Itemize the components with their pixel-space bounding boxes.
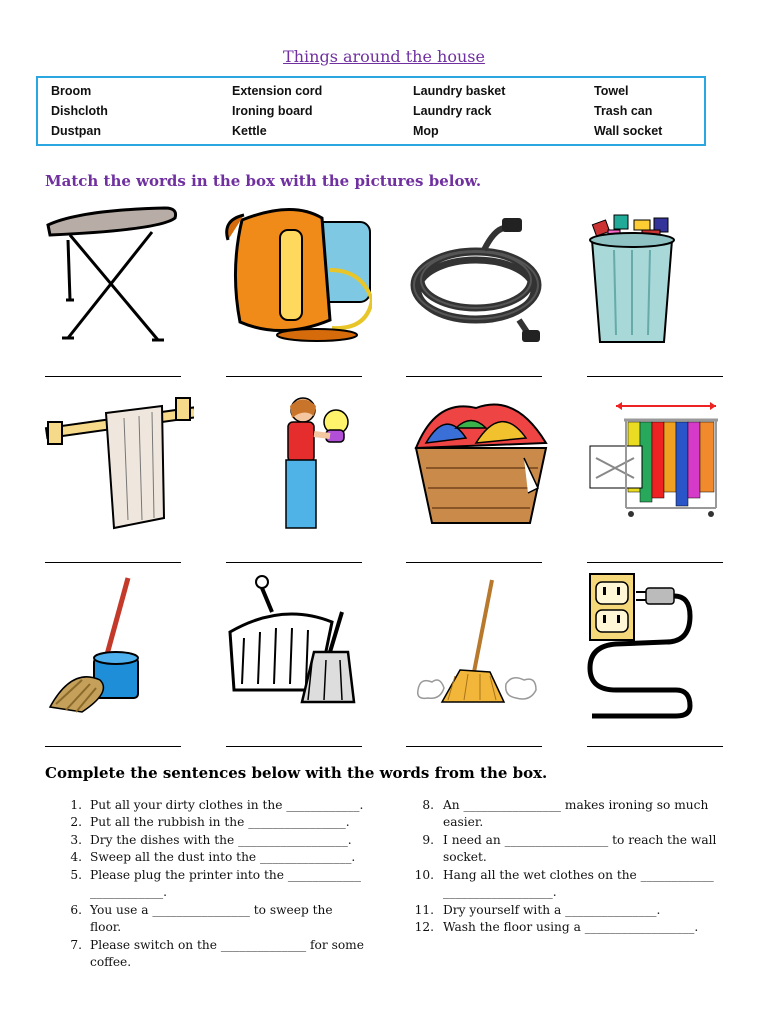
word-item: Mop bbox=[413, 124, 439, 138]
sentence-text: Hang all the wet clothes on the ____________ bbox=[443, 868, 714, 882]
answer-line[interactable] bbox=[406, 376, 542, 377]
sentence-number: 2. bbox=[70, 815, 82, 829]
page-title: Things around the house bbox=[283, 47, 485, 66]
sentence-text: An ________________ makes ironing so much bbox=[443, 798, 709, 812]
sentence-number: 9. bbox=[422, 833, 434, 847]
answer-line[interactable] bbox=[45, 562, 181, 563]
sentence-number: 4. bbox=[70, 850, 82, 864]
answer-line[interactable] bbox=[226, 562, 362, 563]
sentence-text: __________________. bbox=[443, 885, 557, 899]
extension-cord-picture bbox=[404, 200, 554, 350]
sentence-number: 11. bbox=[414, 903, 434, 917]
sentence-number: 8. bbox=[422, 798, 434, 812]
word-item: Wall socket bbox=[594, 124, 663, 138]
sentence-list-right bbox=[412, 797, 742, 947]
answer-line[interactable] bbox=[226, 746, 362, 747]
mop-picture bbox=[42, 572, 192, 722]
sentence-text: socket. bbox=[443, 850, 487, 864]
sentence-text: easier. bbox=[443, 815, 484, 829]
sentence-text: Wash the floor using a __________________. bbox=[443, 920, 699, 934]
trash-can-picture bbox=[584, 200, 734, 350]
sentence-text: You use a ________________ to sweep the bbox=[90, 903, 333, 917]
word-item: Kettle bbox=[232, 124, 267, 138]
word-item: Trash can bbox=[594, 104, 653, 118]
answer-line[interactable] bbox=[587, 746, 723, 747]
sentence-text: Sweep all the dust into the _______________. bbox=[90, 850, 356, 864]
sentence-number: 12. bbox=[414, 920, 434, 934]
word-box bbox=[36, 76, 706, 146]
match-instruction: Match the words in the box with the pictures below. bbox=[45, 172, 482, 190]
sentence-list-left bbox=[60, 797, 380, 972]
sentence-text: floor. bbox=[90, 920, 122, 934]
word-item: Towel bbox=[594, 84, 629, 98]
sentence-number: 5. bbox=[70, 868, 82, 882]
word-item: Ironing board bbox=[232, 104, 313, 118]
sentence-text: Dry yourself with a _______________. bbox=[443, 903, 661, 917]
answer-line[interactable] bbox=[587, 376, 723, 377]
laundry-rack-picture bbox=[586, 388, 736, 538]
word-item: Dishcloth bbox=[51, 104, 108, 118]
sentence-text: Dry the dishes with the __________________. bbox=[90, 833, 352, 847]
complete-instruction: Complete the sentences below with the words from the box. bbox=[45, 764, 548, 782]
word-item: Extension cord bbox=[232, 84, 323, 98]
word-item: Broom bbox=[51, 84, 92, 98]
answer-line[interactable] bbox=[406, 746, 542, 747]
ironing-board-picture bbox=[40, 200, 190, 350]
kettle-picture bbox=[222, 200, 372, 350]
sentence-text: Please switch on the ______________ for some bbox=[90, 938, 364, 952]
dishcloth-picture bbox=[258, 388, 408, 538]
answer-line[interactable] bbox=[226, 376, 362, 377]
sentence-number: 1. bbox=[70, 798, 82, 812]
sentence-text: Put all the rubbish in the ________________. bbox=[90, 815, 350, 829]
broom-picture bbox=[410, 572, 560, 722]
answer-line[interactable] bbox=[45, 376, 181, 377]
towel-picture bbox=[44, 388, 194, 538]
sentence-number: 3. bbox=[70, 833, 82, 847]
sentence-text: Put all your dirty clothes in the ____________. bbox=[90, 798, 364, 812]
sentence-number: 6. bbox=[70, 903, 82, 917]
sentence-text: I need an _________________ to reach the wall bbox=[443, 833, 717, 847]
answer-line[interactable] bbox=[406, 562, 542, 563]
sentence-text: Please plug the printer into the ____________ bbox=[90, 868, 361, 882]
sentence-text: coffee. bbox=[90, 955, 132, 969]
dustpan-picture bbox=[222, 572, 372, 722]
word-item: Laundry rack bbox=[413, 104, 492, 118]
word-item: Dustpan bbox=[51, 124, 101, 138]
answer-line[interactable] bbox=[587, 562, 723, 563]
answer-line[interactable] bbox=[45, 746, 181, 747]
sentence-text: ____________. bbox=[90, 885, 167, 899]
sentence-number: 10. bbox=[414, 868, 434, 882]
wall-socket-picture bbox=[586, 572, 736, 722]
sentence-number: 7. bbox=[70, 938, 82, 952]
word-item: Laundry basket bbox=[413, 84, 506, 98]
laundry-basket-picture bbox=[406, 388, 556, 538]
